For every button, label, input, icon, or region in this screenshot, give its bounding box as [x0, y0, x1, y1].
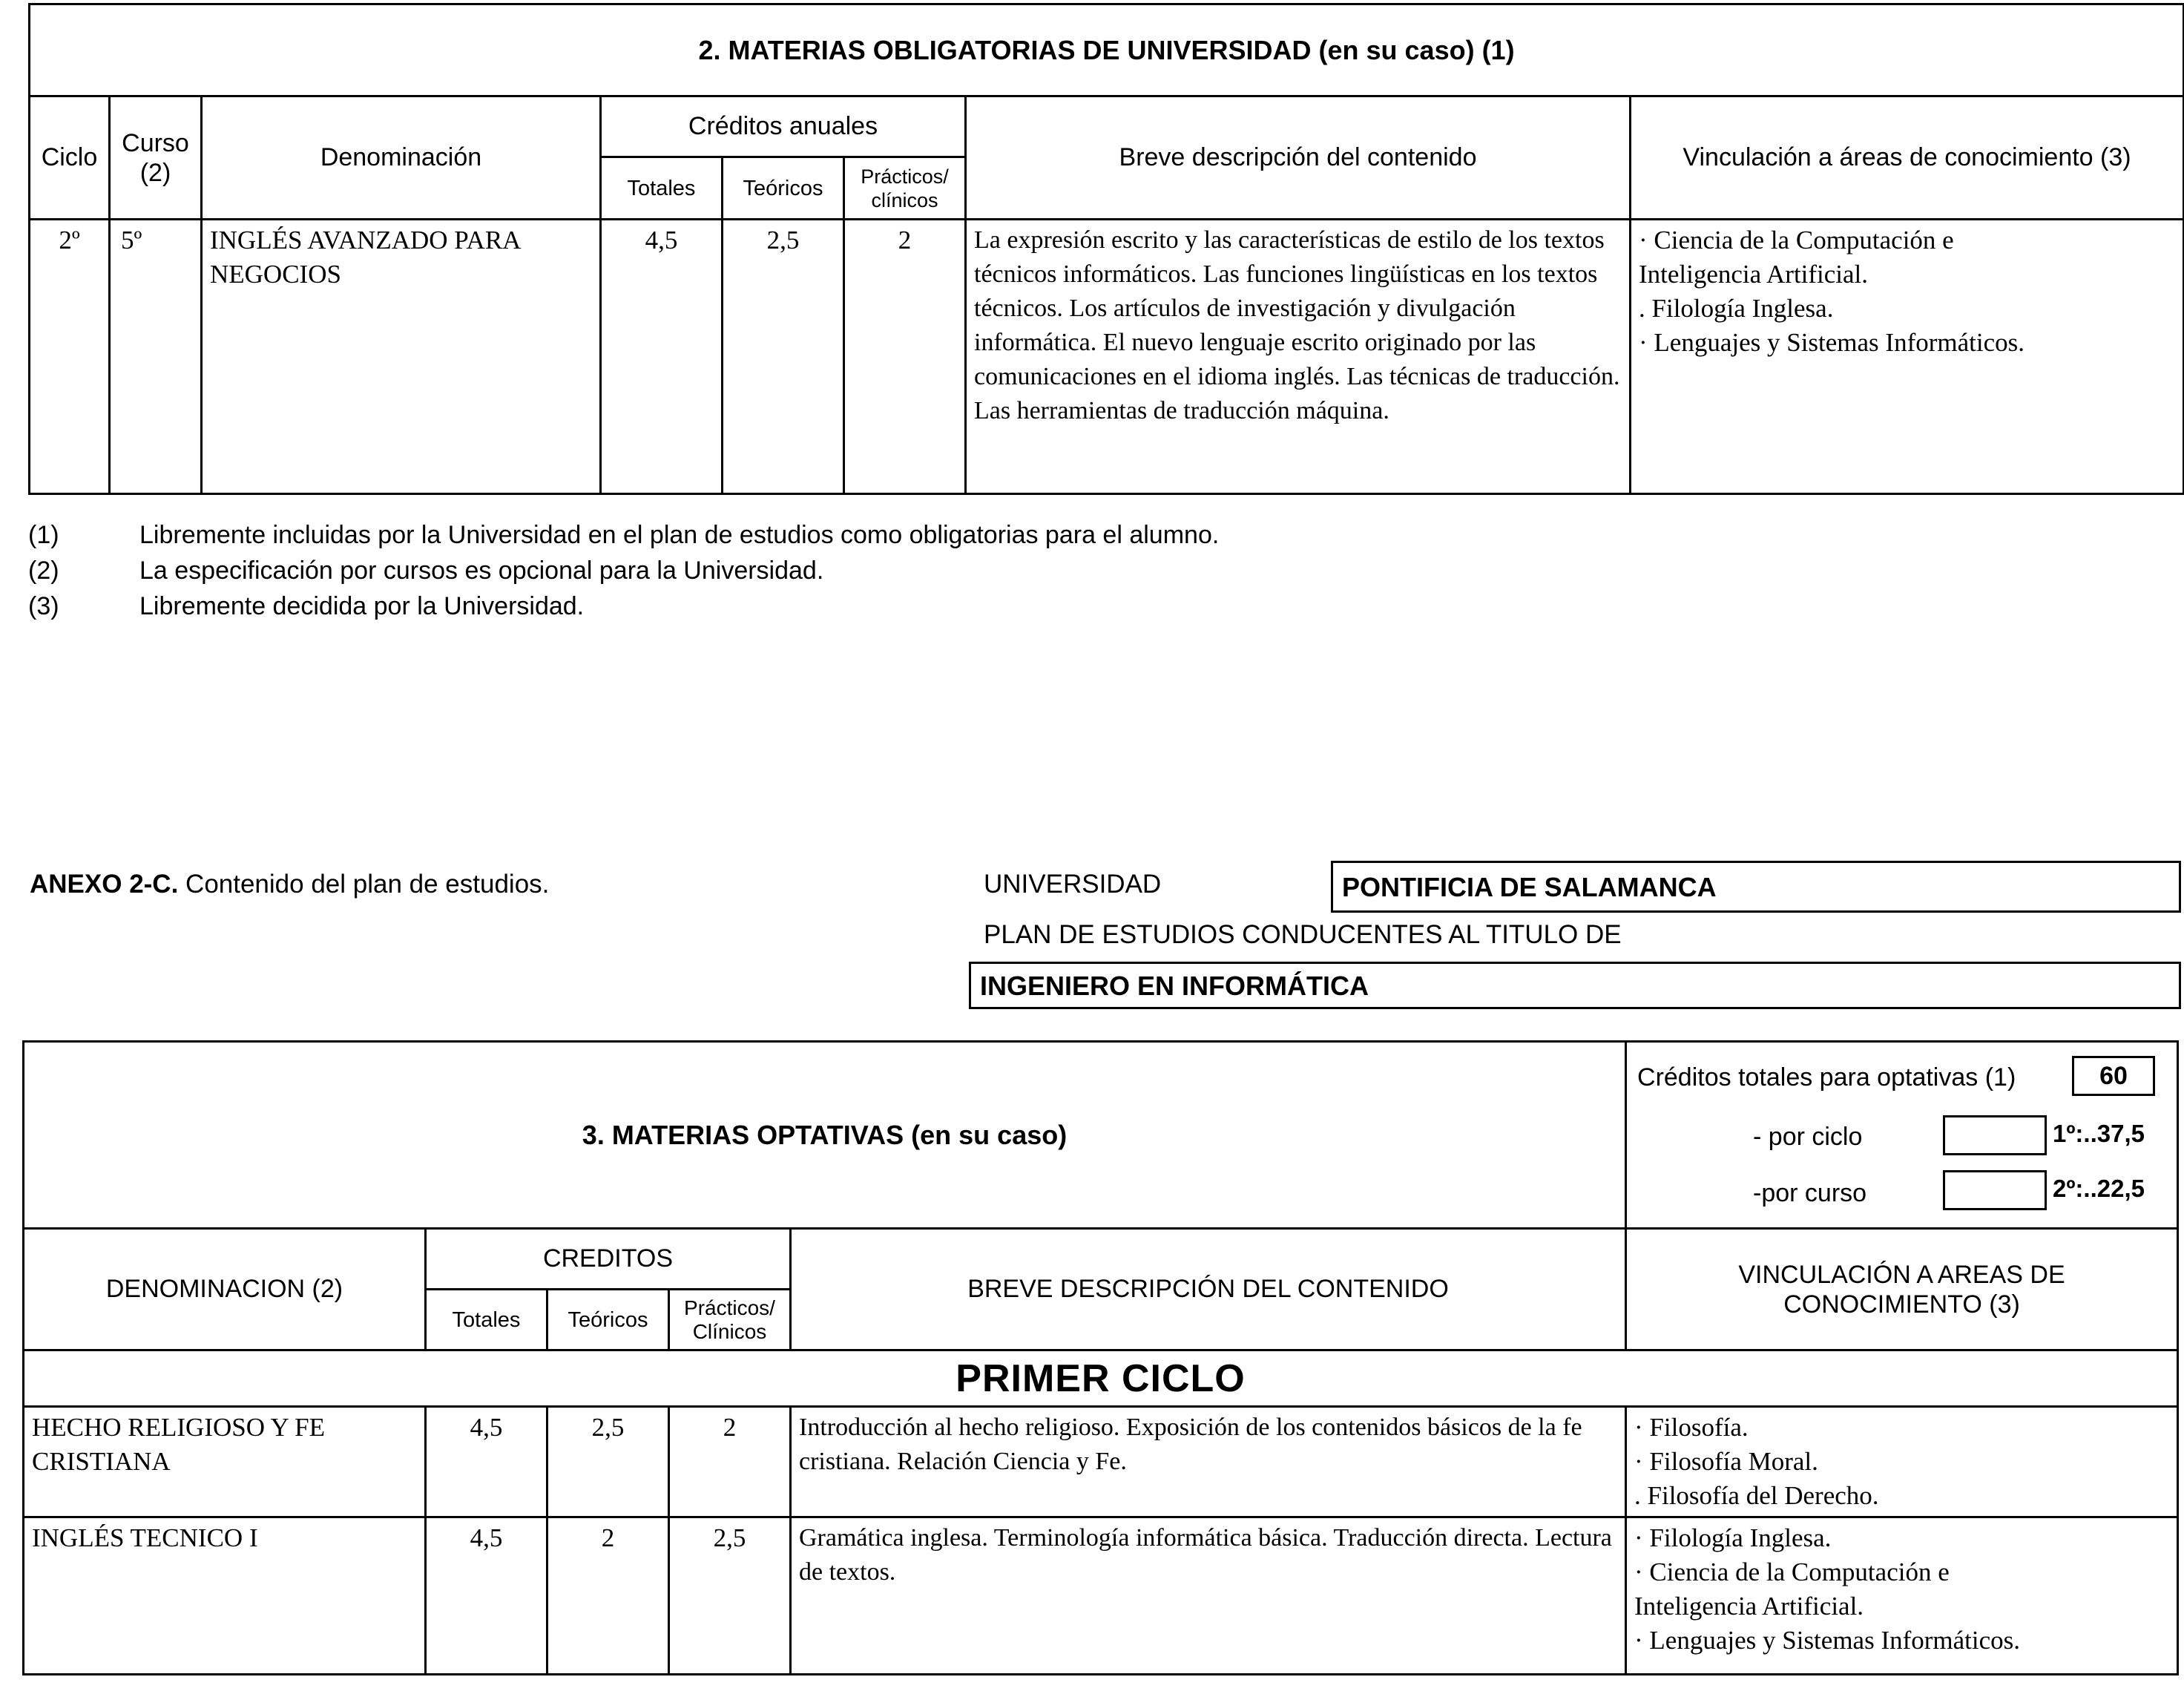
optativa-areas: [1626, 1407, 2178, 1517]
header-practicos: Prácticos/ clínicos: [844, 157, 966, 220]
row-denominacion: INGLÉS AVANZADO PARA NEGOCIOS: [202, 220, 601, 494]
footnote-key: (2): [28, 557, 59, 585]
por-curso-box: [1943, 1170, 2047, 1210]
optativa-totales: 4,5: [426, 1517, 547, 1675]
header-denominacion: DENOMINACION (2): [24, 1229, 426, 1350]
optativa-teoricos: 2: [547, 1517, 669, 1675]
row-totales: 4,5: [601, 220, 723, 494]
header-vinculacion: VINCULACIÓN A AREAS DE CONOCIMIENTO (3): [1626, 1229, 2178, 1350]
optativa-descripcion: Introducción al hecho religioso. Exposición de los contenidos básicos de la fe cristiana. Relación Ciencia y Fe.: [791, 1407, 1626, 1517]
por-curso-label: -por curso: [1753, 1179, 1867, 1207]
area-item: · Filosofía.: [1634, 1413, 1749, 1442]
section3-title: 3. MATERIAS OPTATIVAS (en su caso): [24, 1042, 1626, 1229]
header-teoricos: Teóricos: [547, 1290, 669, 1350]
optativas-table: [22, 1040, 2179, 1675]
row-practicos: 2: [844, 220, 966, 494]
footnote-key: (3): [28, 592, 59, 620]
titulo-value: INGENIERO EN INFORMÁTICA: [969, 962, 2181, 1009]
optativa-totales: 4,5: [426, 1407, 547, 1517]
row-areas: [1631, 220, 2184, 494]
universidad-value: PONTIFICIA DE SALAMANCA: [1331, 861, 2181, 913]
area-item: . Filología Inglesa.: [1639, 294, 1834, 323]
universidad-label: UNIVERSIDAD: [984, 870, 1162, 899]
area-item: · Lenguajes y Sistemas Informáticos.: [1639, 328, 2025, 357]
row-teoricos: 2,5: [723, 220, 844, 494]
obligatorias-table: [28, 3, 2184, 495]
header-ciclo: Ciclo: [30, 96, 110, 220]
header-curso: Curso (2): [110, 96, 202, 220]
por-ciclo-value: 1º:..37,5: [2053, 1120, 2145, 1147]
area-item: · Filosofía Moral.: [1634, 1447, 1818, 1476]
row-descripcion: La expresión escrito y las características de estilo de los textos técnicos informáticos. Las funciones lingüísticas en los textos técnicos. Los artículos de investigación y divulgación informática. El nuevo lenguaje escrito originado por las comunicaciones en el idioma inglés. Las técnicas de traducción. Las herramientas de traducción máquina.: [966, 220, 1631, 494]
ciclo-label: PRIMER CICLO: [24, 1350, 2178, 1407]
row-curso: 5º: [110, 220, 202, 494]
area-item: Inteligencia Artificial.: [1634, 1592, 1864, 1621]
optativa-descripcion: Gramática inglesa. Terminología informática básica. Traducción directa. Lectura de textos.: [791, 1517, 1626, 1675]
por-ciclo-box: [1943, 1115, 2047, 1155]
annex-label-text: Contenido del plan de estudios.: [178, 870, 550, 899]
annex-label-bold: ANEXO 2-C.: [30, 870, 179, 899]
area-item: . Filosofía del Derecho.: [1634, 1481, 1879, 1510]
creditos-panel: [1626, 1042, 2178, 1229]
optativa-areas: [1626, 1517, 2178, 1675]
header-practicos: Prácticos/ Clínicos: [669, 1290, 791, 1350]
optativa-practicos: 2: [669, 1407, 791, 1517]
footnote-text: Libremente incluidas por la Universidad en el plan de estudios como obligatorias para el alumno.: [139, 521, 1220, 549]
annex-label: [30, 870, 549, 899]
header-denominacion: Denominación: [202, 96, 601, 220]
por-curso-value: 2º:..22,5: [2053, 1175, 2145, 1202]
header-descripcion: Breve descripción del contenido: [966, 96, 1631, 220]
creditos-totales-label: Créditos totales para optativas (1): [1637, 1063, 2016, 1092]
header-totales: Totales: [426, 1290, 547, 1350]
area-item: · Lenguajes y Sistemas Informáticos.: [1634, 1626, 2021, 1655]
area-item: · Ciencia de la Computación e: [1639, 226, 1954, 255]
row-ciclo: 2º: [30, 220, 110, 494]
header-creditos: CREDITOS: [426, 1229, 791, 1290]
section2-title: 2. MATERIAS OBLIGATORIAS DE UNIVERSIDAD (en su caso) (1): [30, 4, 2184, 96]
header-teoricos: Teóricos: [723, 157, 844, 220]
optativa-denominacion: HECHO RELIGIOSO Y FE CRISTIANA: [24, 1407, 426, 1517]
area-item: · Ciencia de la Computación e: [1634, 1558, 1950, 1586]
footnote-text: Libremente decidida por la Universidad.: [139, 592, 585, 620]
optativa-denominacion: INGLÉS TECNICO I: [24, 1517, 426, 1675]
optativa-teoricos: 2,5: [547, 1407, 669, 1517]
header-creditos-anuales: Créditos anuales: [601, 96, 966, 157]
creditos-totales-value: 60: [2072, 1056, 2155, 1096]
plan-label: PLAN DE ESTUDIOS CONDUCENTES AL TITULO DE: [984, 920, 1622, 949]
area-item: Inteligencia Artificial.: [1639, 260, 1869, 289]
por-ciclo-label: - por ciclo: [1753, 1123, 1863, 1151]
optativa-practicos: 2,5: [669, 1517, 791, 1675]
header-totales: Totales: [601, 157, 723, 220]
footnote-key: (1): [28, 521, 59, 549]
footnote-text: La especificación por cursos es opcional para la Universidad.: [139, 557, 824, 585]
header-vinculacion: Vinculación a áreas de conocimiento (3): [1631, 96, 2184, 220]
header-descripcion: BREVE DESCRIPCIÓN DEL CONTENIDO: [791, 1229, 1626, 1350]
area-item: · Filología Inglesa.: [1634, 1523, 1832, 1552]
